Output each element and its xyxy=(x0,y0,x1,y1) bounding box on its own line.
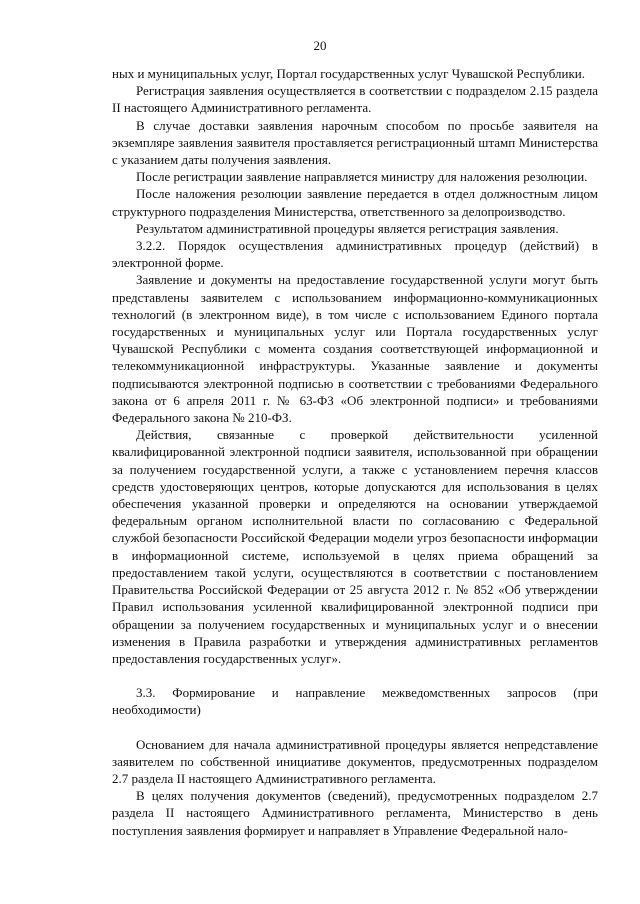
paragraph-registration: Регистрация заявления осуществляется в соответствии с подразделом 2.15 раздела II настоящего Административного регламента. xyxy=(112,83,598,116)
paragraph-after-registration: После регистрации заявление направляется министру для наложения резолюции. xyxy=(136,169,588,185)
paragraph-section-3-2-2: 3.2.2. Порядок осуществления административных процедур (действий) в электронной форме. xyxy=(112,238,598,271)
paragraph-signature-verification: Действия, связанные с проверкой действительности усиленной квалифицированной электронной подписи заявителя, использованной при обращении за получением государственной услуги, а также с установлением перечня классов средств удостоверяющих центров, которые допускаются для использования в целях обеспечения указанной проверки и определяются на основании утверждаемой федеральным органом исполнительной власти по согласованию с Федеральной службой безопасности Российской Федерации модели угроз безопасности информации в информационной системе, используемой в целях приема обращений за предоставлением такой услуги, осуществляются в соответствии с постановлением Правительства Российской Федерации от 25 августа 2012 г. № 852 «Об утверждении Правил использования усиленной квалифицированной электронной подписи при обращении за получением государственных и муниципальных услуг и о внесении изменения в Правила разработки и утверждения административных регламентов предоставления государственных услуг». xyxy=(112,427,598,666)
paragraph-result: Результатом административной процедуры является регистрация заявления. xyxy=(136,220,559,236)
document-body xyxy=(112,65,598,839)
paragraph-continuation: ных и муниципальных услуг, Портал государственных услуг Чувашской Республики. xyxy=(112,66,586,81)
paragraph-courier-delivery: В случае доставки заявления нарочным способом по просьбе заявителя на экземпляре заявления заявителя проставляется регистрационный штамп Министерства с указанием даты получения заявления. xyxy=(112,117,598,168)
paragraph-after-resolution: После наложения резолюции заявление передается в отдел должностным лицом структурного подразделения Министерства, ответственного за делопроизводство. xyxy=(112,186,598,219)
section-heading-3-3: 3.3. Формирование и направление межведомственных запросов (при необходимости) xyxy=(112,685,598,718)
paragraph-grounds: Основанием для начала административной процедуры является непредставление заявителем по собственной инициативе документов, предусмотренных подразделом 2.7 раздела II настоящего Административного регламента. xyxy=(112,736,598,786)
paragraph-electronic-submission: Заявление и документы на предоставление государственной услуги могут быть представлены заявителем с использованием информационно-коммуникационных технологий (в электронном виде), в том числе с использованием Единого портала государственных и муниципальных услуг или Портала государственных услуг Чувашской Республики с момента создания соответствующей информационной и телекоммуникационной инфраструктуры. Указанные заявление и документы подписываются электронной подписью в соответствии с требованиями Федерального закона от 6 апреля 2011 г. № 63-ФЗ «Об электронной подписи» и требованиями Федерального закона № 210-ФЗ. xyxy=(112,272,598,426)
paragraph-requests: В целях получения документов (сведений), предусмотренных подразделом 2.7 раздела II настоящего Административного регламента, Министерство в день поступления заявления формирует и направляет в Управление Федеральной нало- xyxy=(112,788,598,838)
page-number: 20 xyxy=(313,38,327,53)
